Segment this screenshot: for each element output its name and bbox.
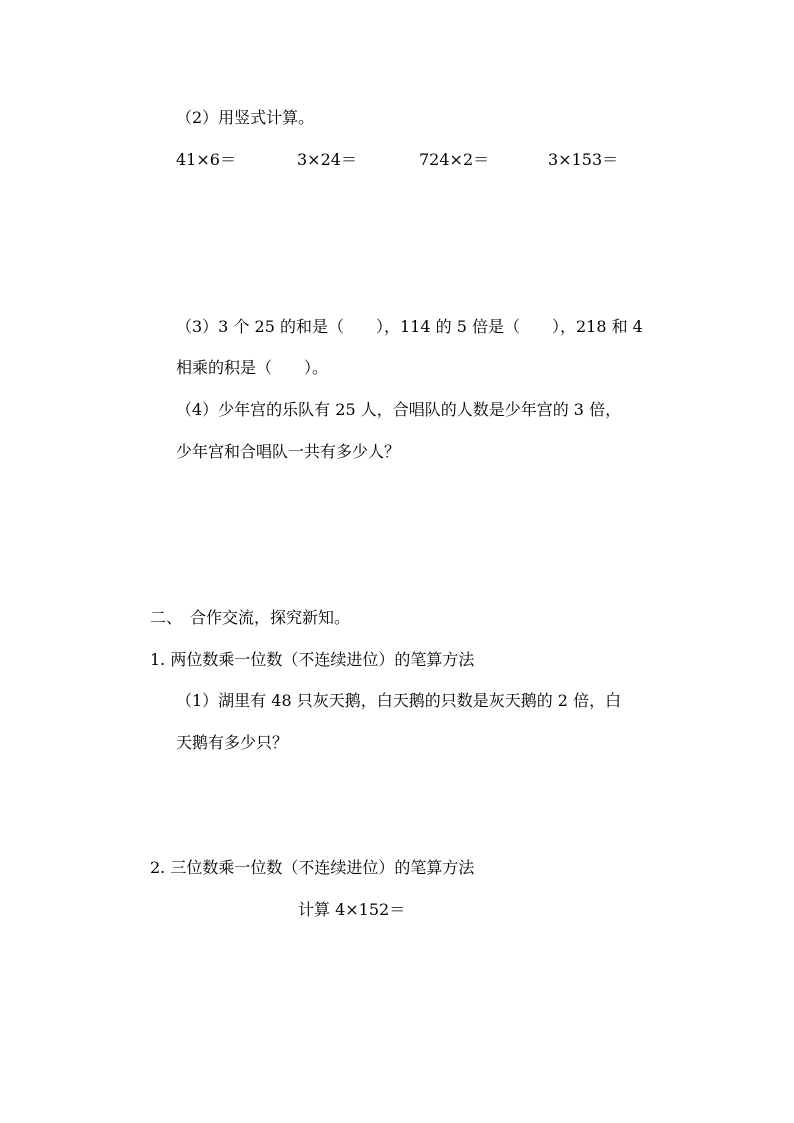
calc-4: 3×153＝ (548, 150, 619, 169)
q3-line-2: 相乘的积是（ ）。 (176, 358, 329, 377)
q4-line-2: 少年宫和合唱队一共有多少人？ (176, 442, 401, 461)
item-2-calc: 计算 4×152＝ (298, 900, 406, 919)
q4-line-1: （4）少年宫的乐队有 25 人，合唱队的人数是少年宫的 3 倍， (176, 400, 622, 419)
item-1-line-2: 天鹅有多少只？ (176, 733, 289, 752)
calc-3: 724×2＝ (419, 150, 490, 169)
q3-line-1: （3）3 个 25 的和是（ ），114 的 5 倍是（ ），218 和 4 (176, 317, 643, 336)
q2-title: （2）用竖式计算。 (176, 108, 315, 127)
calc-1: 41×6＝ (176, 150, 236, 169)
item-2-heading: 2. 三位数乘一位数（不连续进位）的笔算方法 (150, 858, 475, 877)
section-2-heading: 二、 合作交流，探究新知。 (150, 608, 351, 627)
item-1-line-1: （1）湖里有 48 只灰天鹅，白天鹅的只数是灰天鹅的 2 倍，白 (176, 691, 622, 710)
item-1-heading: 1. 两位数乘一位数（不连续进位）的笔算方法 (150, 650, 475, 669)
calc-2: 3×24＝ (297, 150, 357, 169)
